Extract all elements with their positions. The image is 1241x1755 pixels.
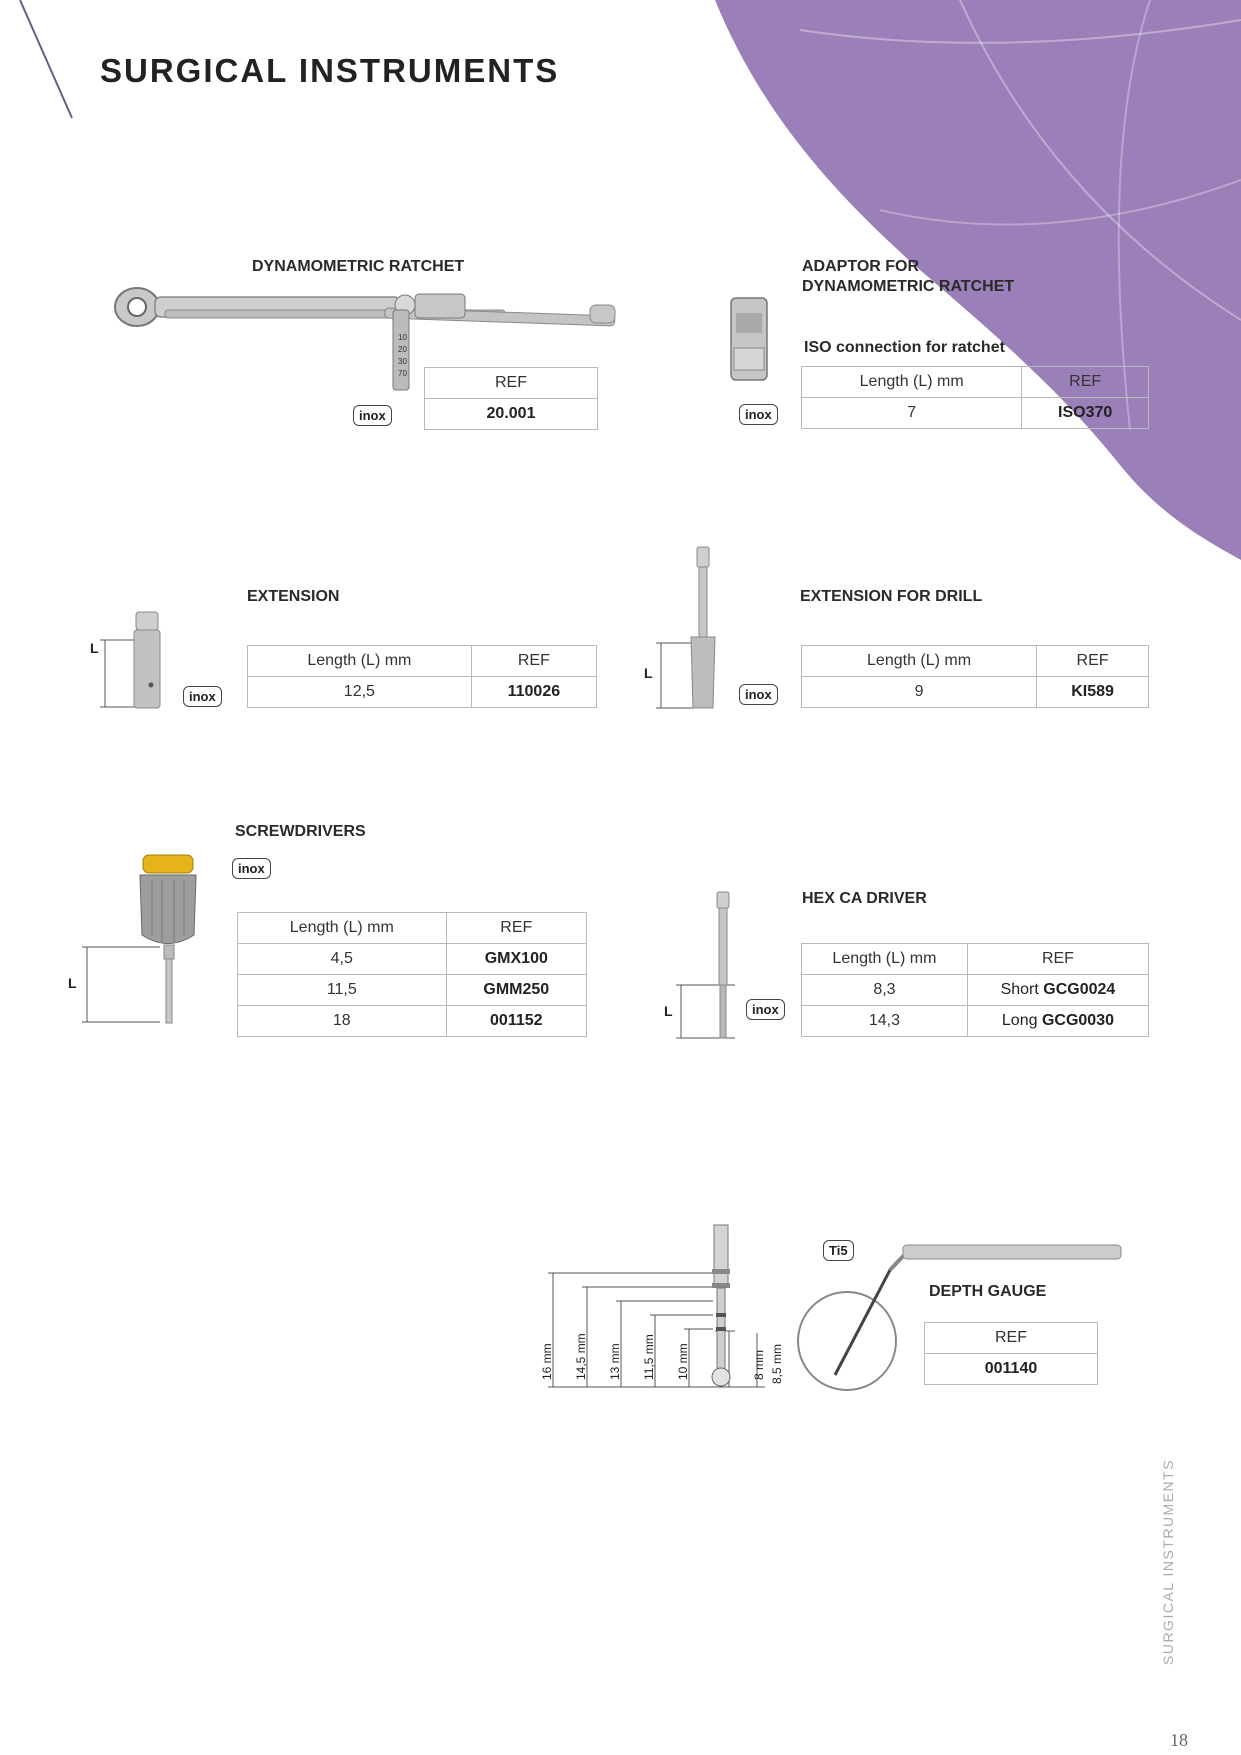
screwdrivers-table xyxy=(237,912,587,1037)
depth-marking: 13 mm xyxy=(608,1343,622,1380)
length-label: L xyxy=(90,640,99,656)
ref-code: GCG0030 xyxy=(1041,1012,1114,1029)
extension-drill-illustration xyxy=(655,545,735,710)
inox-badge: inox xyxy=(183,686,222,707)
ref-header: REF xyxy=(1022,367,1149,398)
ref-value: 001140 xyxy=(925,1354,1098,1385)
ref-header: REF xyxy=(967,944,1148,975)
ref-header: REF xyxy=(1037,646,1149,677)
length-cell: 9 xyxy=(802,677,1037,708)
ref-cell xyxy=(967,975,1148,1006)
screwdrivers-title: SCREWDRIVERS xyxy=(235,823,366,840)
side-section-label: SURGICAL INSTRUMENTS xyxy=(1160,1458,1176,1665)
depth-marking: 10 mm xyxy=(676,1343,690,1380)
ref-cell: ISO370 xyxy=(1022,398,1149,429)
length-header: Length (L) mm xyxy=(802,944,968,975)
adaptor-title-line2: DYNAMOMETRIC RATCHET xyxy=(802,278,1015,295)
length-cell: 7 xyxy=(802,398,1022,429)
length-cell: 14,3 xyxy=(802,1006,968,1037)
adaptor-table xyxy=(801,366,1149,429)
depth-gauge-title: DEPTH GAUGE xyxy=(929,1283,1047,1300)
depth-gauge-table xyxy=(924,1322,1098,1385)
extension-title: EXTENSION xyxy=(247,588,340,605)
adaptor-title-line1: ADAPTOR FOR xyxy=(802,258,920,275)
table-row xyxy=(802,1006,1149,1037)
ref-header: REF xyxy=(925,1323,1098,1354)
hex-driver-title: HEX CA DRIVER xyxy=(802,890,927,907)
extension-illustration xyxy=(95,610,185,710)
length-header: Length (L) mm xyxy=(802,646,1037,677)
inox-badge: inox xyxy=(232,858,271,879)
ref-cell xyxy=(967,1006,1148,1037)
ref-cell: GMM250 xyxy=(446,975,586,1006)
length-cell: 4,5 xyxy=(238,944,447,975)
extension-drill-title: EXTENSION FOR DRILL xyxy=(800,588,983,605)
depth-marking: 8,5 mm xyxy=(770,1343,784,1384)
ref-header: REF xyxy=(471,646,596,677)
depth-marking: 16 mm xyxy=(540,1343,554,1380)
ref-code: GCG0024 xyxy=(1043,981,1116,998)
ref-value: 20.001 xyxy=(425,399,598,430)
ratchet-table xyxy=(424,367,598,430)
ref-cell: 110026 xyxy=(471,677,596,708)
ref-header: REF xyxy=(446,913,586,944)
page-number: 18 xyxy=(1170,1730,1188,1750)
table-row xyxy=(238,1006,587,1037)
extension-drill-table xyxy=(801,645,1149,708)
table-row xyxy=(802,975,1149,1006)
length-cell: 12,5 xyxy=(248,677,472,708)
screwdriver-illustration xyxy=(80,850,220,1025)
inox-badge: inox xyxy=(746,999,785,1020)
hex-driver-table xyxy=(801,943,1149,1037)
ref-cell: 001152 xyxy=(446,1006,586,1037)
inox-badge: inox xyxy=(739,684,778,705)
inox-badge: inox xyxy=(739,404,778,425)
length-header: Length (L) mm xyxy=(802,367,1022,398)
length-label: L xyxy=(68,975,77,991)
svg-text:20: 20 xyxy=(398,345,407,354)
table-row xyxy=(238,975,587,1006)
table-row xyxy=(248,677,597,708)
hex-driver-illustration xyxy=(675,890,755,1040)
adaptor-subtitle: ISO connection for ratchet xyxy=(804,339,1005,356)
table-row xyxy=(238,944,587,975)
inox-badge: inox xyxy=(353,405,392,426)
svg-text:30: 30 xyxy=(398,357,407,366)
svg-text:10: 10 xyxy=(398,333,407,342)
depth-marking: 8 mm xyxy=(752,1350,766,1380)
length-header: Length (L) mm xyxy=(238,913,447,944)
ti-badge: Ti5 xyxy=(823,1240,854,1261)
length-cell: 8,3 xyxy=(802,975,968,1006)
extension-table xyxy=(247,645,597,708)
depth-marking: 14,5 mm xyxy=(574,1333,588,1380)
length-cell: 11,5 xyxy=(238,975,447,1006)
length-label: L xyxy=(664,1003,673,1019)
length-label: L xyxy=(644,665,653,681)
svg-text:70: 70 xyxy=(398,369,407,378)
ratchet-title: DYNAMOMETRIC RATCHET xyxy=(252,258,465,275)
adaptor-illustration xyxy=(726,293,776,388)
table-row xyxy=(802,677,1149,708)
ref-cell: KI589 xyxy=(1037,677,1149,708)
depth-marking: 11,5 mm xyxy=(642,1334,656,1380)
length-cell: 18 xyxy=(238,1006,447,1037)
ref-cell: GMX100 xyxy=(446,944,586,975)
ref-prefix: Short xyxy=(1000,981,1039,998)
corner-line xyxy=(0,0,100,130)
length-header: Length (L) mm xyxy=(248,646,472,677)
table-row xyxy=(802,398,1149,429)
page-title: SURGICAL INSTRUMENTS xyxy=(100,52,560,89)
ref-header: REF xyxy=(425,368,598,399)
ref-prefix: Long xyxy=(1001,1012,1038,1029)
